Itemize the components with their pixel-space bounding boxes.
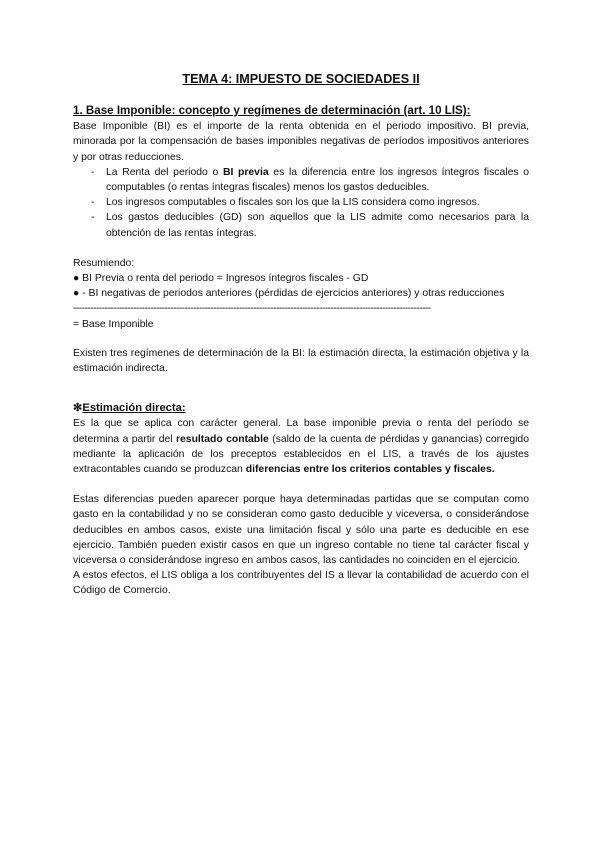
obligation-paragraph: A estos efectos, el LIS obliga a los contribuyentes del IS a llevar la contabilidad de acuerdo con el Código de Comercio. bbox=[73, 570, 529, 597]
summary-result: = Base Imponible bbox=[73, 318, 154, 330]
regimes-paragraph: Existen tres regímenes de determinación de la BI: la estimación directa, la estimación objetiva y la estimación indirecta. bbox=[73, 347, 529, 375]
document-title: TEMA 4: IMPUESTO DE SOCIEDADES II bbox=[182, 72, 420, 86]
document-page bbox=[73, 60, 529, 599]
separator-line: ----------------------------------------------------------------------------------------------------------------------------- bbox=[73, 303, 431, 315]
asterisk-icon: ✼ bbox=[73, 402, 83, 415]
summary-line: ● BI Previa o renta del periodo = Ingresos íntegros fiscales - GD bbox=[73, 273, 369, 285]
intro-paragraph: Base Imponible (BI) es el importe de la renta obtenida en el periodo impositivo. BI previa, minorada por la compensación de bases imponibles negativas de períodos impositivos anteriores y por otras reducciones. bbox=[73, 121, 529, 163]
list-item: - Los gastos deducibles (GD) son aquellos que la LIS admite como necesarios para la obtención de las rentas íntegras. bbox=[91, 210, 529, 240]
summary-line: ● - BI negativas de periodos anteriores (pérdidas de ejercicios anteriores) y otras reducciones bbox=[73, 288, 505, 300]
estimacion-directa-paragraph: Es la que se aplica con carácter general. La base imponible previa o renta del período se determina a partir del resultado contable (saldo de la cuenta de pérdidas y ganancias) corregido mediante la aplicación de los preceptos establecidos en el LIS, a través de los ajustes extracontables cuando se produzcan diferencias entre los criterios contables y fiscales. bbox=[73, 418, 529, 476]
section-heading-estimacion-directa: ✼Estimación directa: bbox=[73, 402, 186, 415]
differences-paragraph: Estas diferencias pueden aparecer porque haya determinadas partidas que se computan como gasto en la contabilidad y no se consideran como gasto deducible y viceversa, o considerándose deducibles en ambos casos, existe una limitación fiscal y sólo una parte es deducible en ese ejercicio. También pueden existir casos en que un ingreso contable no tiene tal carácter fiscal y viceversa o considerándose ingreso en ambos casos, las cantidades no coinciden en el ejercicio. bbox=[73, 494, 529, 567]
list-item: - Los ingresos computables o fiscales son los que la LIS considera como ingresos. bbox=[91, 195, 529, 210]
definition-list bbox=[73, 165, 529, 241]
list-item: - La Renta del periodo o BI previa es la diferencia entre los ingresos íntegros fiscales o computables (o rentas íntegras fiscales) menos los gastos deducibles. bbox=[91, 165, 529, 195]
summary-label: Resumiendo: bbox=[73, 257, 135, 269]
section-heading-base-imponible: 1. Base Imponible: concepto y regímenes de determinación (art. 10 LIS): bbox=[73, 104, 471, 118]
